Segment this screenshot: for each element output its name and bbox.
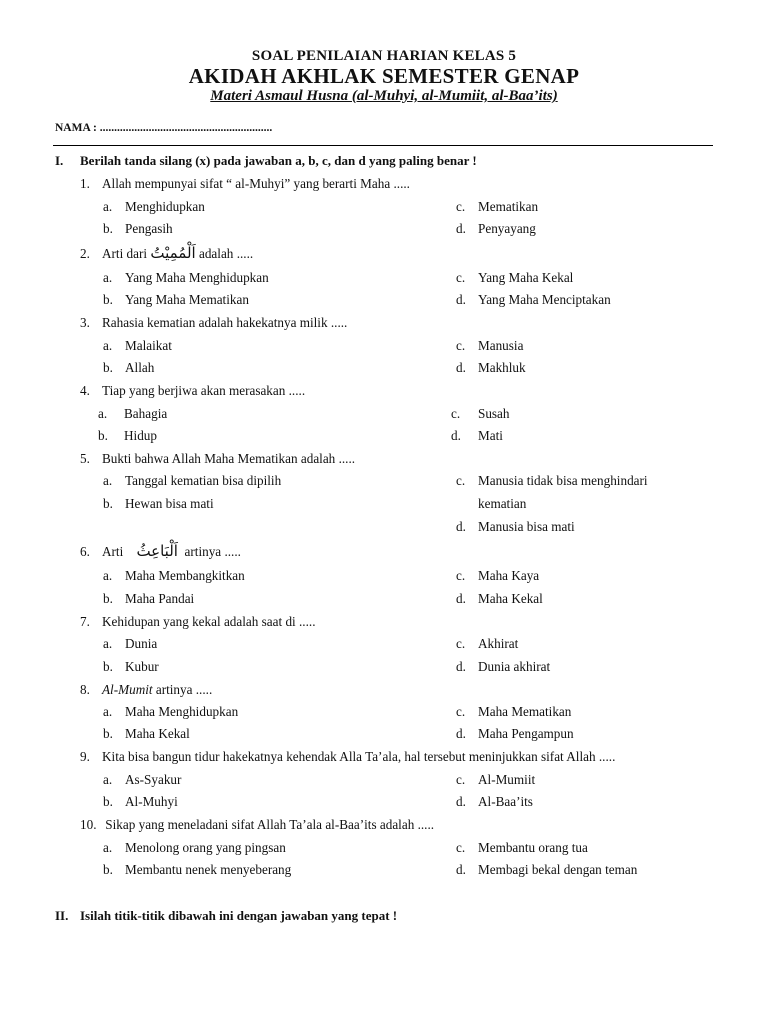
section-2-heading	[55, 908, 397, 924]
header-subject-title: AKIDAH AKHLAK SEMESTER GENAP	[188, 64, 580, 88]
option-4c: c. Susah	[451, 406, 510, 421]
option-8a: a. Maha Menghidupkan	[103, 704, 239, 719]
question-1	[80, 176, 410, 192]
option-2a: a. Yang Maha Menghidupkan	[103, 270, 269, 285]
option-9b: b. Al-Muhyi	[103, 794, 178, 809]
option-8c: c. Maha Mematikan	[456, 704, 572, 719]
option-9c: c. Al-Mumiit	[456, 772, 536, 787]
option-4d: d. Mati	[451, 428, 503, 443]
section-1-instruction: Berilah tanda silang (x) pada jawaban a, b, c, dan d yang paling benar !	[80, 153, 477, 168]
option-7d: d. Dunia akhirat	[456, 659, 551, 674]
option-6a: a. Maha Membangkitkan	[103, 568, 245, 583]
header-divider	[53, 145, 713, 146]
name-field-label: NAMA : ............................................................	[55, 122, 273, 134]
option-1c: c. Mematikan	[456, 199, 539, 214]
question-7	[80, 614, 316, 630]
option-8d: d. Maha Pengampun	[456, 726, 574, 741]
section-2-instruction: Isilah titik-titik dibawah ini dengan jawaban yang tepat !	[80, 908, 398, 923]
option-3a: a. Malaikat	[103, 338, 172, 353]
arabic-term-al-mumiit: اَلْمُمِيْتُ	[150, 244, 196, 262]
question-number: 8.	[80, 682, 90, 697]
question-10	[80, 817, 434, 833]
question-number: 4.	[80, 383, 90, 398]
arabic-term-al-baaits: اَلْبَاعِثُ	[136, 542, 178, 560]
option-7c: c. Akhirat	[456, 636, 519, 651]
question-number: 5.	[80, 451, 90, 466]
option-8b: b. Maha Kekal	[103, 726, 190, 741]
question-text: Allah mempunyai sifat “ al-Muhyi” yang berarti Maha .....	[102, 176, 410, 191]
question-number: 3.	[80, 315, 90, 330]
option-6d: d. Maha Kekal	[456, 591, 543, 606]
option-10d: d. Membagi bekal dengan teman	[456, 862, 638, 877]
header-material-subtitle: Materi Asmaul Husna (al-Muhyi, al-Mumiit, al-Baa’its)	[210, 88, 558, 104]
option-5a: a. Tanggal kematian bisa dipilih	[103, 473, 282, 488]
question-8: 8. Al-Mumit artinya .....	[80, 682, 213, 697]
option-2d: d. Yang Maha Menciptakan	[456, 292, 611, 307]
question-text: Sikap yang meneladani sifat Allah Ta’ala al-Baa’its adalah .....	[105, 817, 435, 832]
question-text: Rahasia kematian adalah hakekatnya milik .....	[102, 315, 348, 330]
option-5d: d. Manusia bisa mati	[456, 519, 575, 534]
question-4	[80, 383, 305, 399]
option-5c: c. Manusia tidak bisa menghindari	[456, 473, 648, 488]
section-1-heading	[55, 153, 477, 169]
question-text: Kita bisa bangun tidur hakekatnya kehendak Alla Ta’ala, hal tersebut meninjukkan sifat Allah .....	[102, 749, 616, 764]
option-5b: b. Hewan bisa mati	[103, 496, 214, 511]
option-5c-continued: kematian	[478, 496, 527, 511]
section-1-number: I.	[55, 153, 64, 168]
question-6: 6. Arti اَلْبَاعِثُ artinya .....	[80, 542, 241, 560]
question-number: 10.	[80, 817, 97, 832]
option-10c: c. Membantu orang tua	[456, 840, 588, 855]
option-6b: b. Maha Pandai	[103, 591, 195, 606]
option-6c: c. Maha Kaya	[456, 568, 540, 583]
question-text: Bukti bahwa Allah Maha Mematikan adalah .....	[102, 451, 356, 466]
option-10b: b. Membantu nenek menyeberang	[103, 862, 292, 877]
option-3b: b. Allah	[103, 360, 155, 375]
question-number: 2.	[80, 246, 90, 261]
option-3c: c. Manusia	[456, 338, 524, 353]
option-3d: d. Makhluk	[456, 360, 526, 375]
question-number: 6.	[80, 544, 90, 559]
option-1d: d. Penyayang	[456, 221, 536, 236]
option-4a: a. Bahagia	[98, 406, 168, 421]
question-number: 1.	[80, 176, 90, 191]
question-text: Kehidupan yang kekal adalah saat di .....	[102, 614, 316, 629]
option-1a: a. Menghidupkan	[103, 199, 205, 214]
option-4b: b. Hidup	[98, 428, 157, 443]
section-2-number: II.	[55, 908, 69, 923]
question-5	[80, 451, 355, 467]
option-7a: a. Dunia	[103, 636, 158, 651]
option-2b: b. Yang Maha Mematikan	[103, 292, 249, 307]
question-9	[80, 749, 615, 765]
question-number: 7.	[80, 614, 90, 629]
option-9a: a. As-Syakur	[103, 772, 182, 787]
question-3	[80, 315, 347, 331]
option-2c: c. Yang Maha Kekal	[456, 270, 574, 285]
question-number: 9.	[80, 749, 90, 764]
question-2: 2. Arti dari اَلْمُمِيْتُ adalah .....	[80, 244, 254, 262]
option-10a: a. Menolong orang yang pingsan	[103, 840, 286, 855]
option-9d: d. Al-Baa’its	[456, 794, 533, 809]
option-1b: b. Pengasih	[103, 221, 173, 236]
header-school-test-title: SOAL PENILAIAN HARIAN KELAS 5	[251, 48, 517, 64]
option-7b: b. Kubur	[103, 659, 159, 674]
question-text: Tiap yang berjiwa akan merasakan .....	[102, 383, 306, 398]
